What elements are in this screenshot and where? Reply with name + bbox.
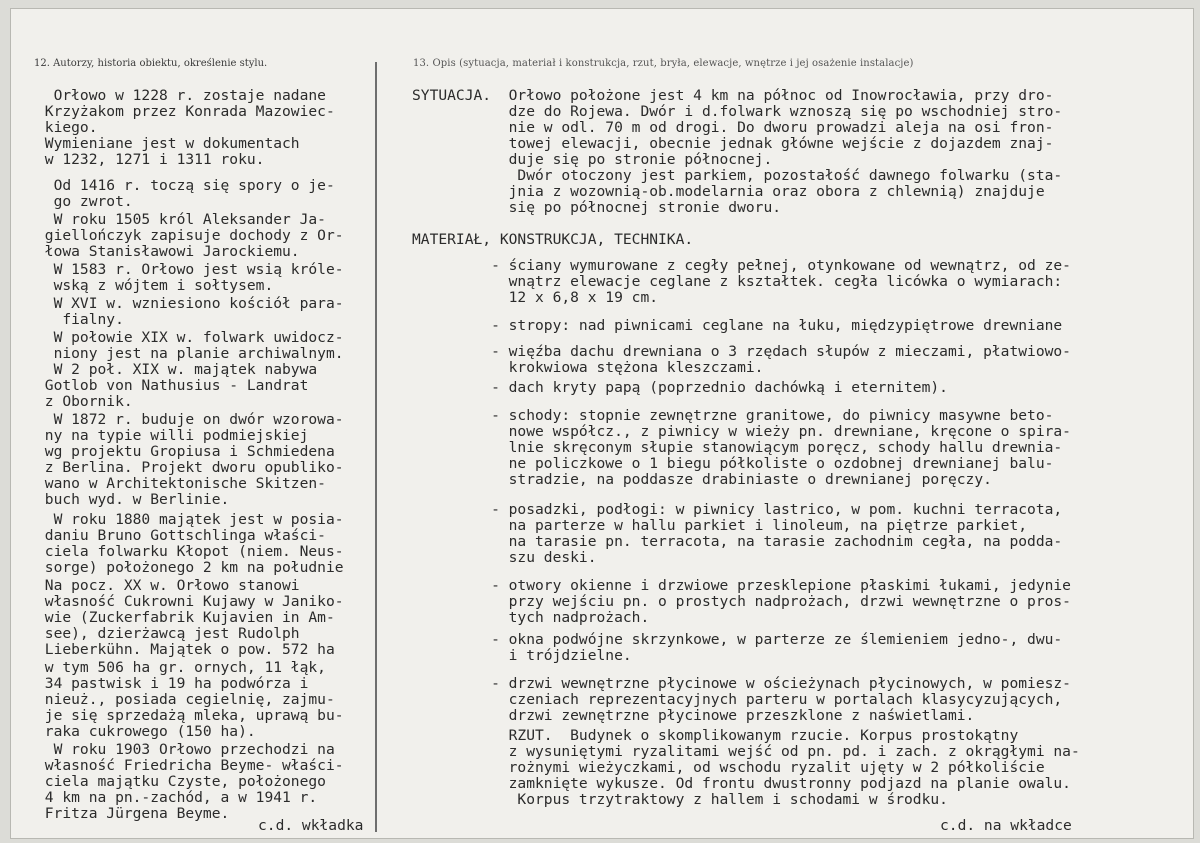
history-line: W roku 1903 Orłowo przechodzi na bbox=[36, 741, 335, 758]
history-line: W połowie XIX w. folwark uwidocz- bbox=[36, 329, 344, 346]
description-line: i trójdzielne. bbox=[412, 647, 632, 664]
history-line: ciela majątku Czyste, położonego bbox=[36, 773, 326, 790]
description-line: lnie skręconym słupie stanowiącym poręcz, schody hallu drewnia- bbox=[412, 439, 1063, 456]
history-line: z Berlina. Projekt dworu opubliko- bbox=[36, 459, 344, 476]
description-line: rożnymi wieżyczkami, od wschodu ryzalit ujęty w 2 półkoliście bbox=[412, 759, 1045, 776]
history-line: w tym 506 ha gr. ornych, 11 łąk, bbox=[36, 659, 326, 676]
description-line: z wysuniętymi ryzalitami wejść od pn. pd. i zach. z okrągłymi na- bbox=[412, 743, 1080, 760]
history-line: go zwrot. bbox=[36, 193, 133, 210]
history-line: w 1232, 1271 i 1311 roku. bbox=[36, 151, 265, 168]
description-line: - dach kryty papą (poprzednio dachówką i eternitem). bbox=[412, 379, 948, 396]
history-line: nieuż., posiada cegielnię, zajmu- bbox=[36, 691, 335, 708]
history-line: ny na typie willi podmiejskiej bbox=[36, 427, 309, 444]
history-line: W 2 poł. XIX w. majątek nabywa bbox=[36, 361, 318, 378]
description-line: nowe współcz., z piwnicy w wieży pn. drewniane, kręcone o spira- bbox=[412, 423, 1071, 440]
history-line: Fritza Jürgena Beyme. bbox=[36, 805, 230, 822]
description-line: wnątrz elewacje ceglane z kształtek. cegła licówka o wymiarach: bbox=[412, 273, 1063, 290]
description-line: RZUT. Budynek o skomplikowanym rzucie. Korpus prostokątny bbox=[412, 727, 1019, 744]
description-line: - ściany wymurowane z cegły pełnej, otynkowane od wewnątrz, od ze- bbox=[412, 257, 1071, 274]
description-line: - schody: stopnie zewnętrzne granitowe, do piwnicy masywne beto- bbox=[412, 407, 1054, 424]
description-line: przy wejściu pn. o prostych nadprożach, drzwi wewnętrzne o pros- bbox=[412, 593, 1071, 610]
description-line: szu deski. bbox=[412, 549, 597, 566]
description-line: nie w odl. 70 m od drogi. Do dworu prowadzi aleja na osi fron- bbox=[412, 119, 1054, 136]
description-line: ne policzkowe o 1 biegu półkoliste o ozdobnej drewnianej balu- bbox=[412, 455, 1054, 472]
history-line: ciela folwarku Kłopot (niem. Neus- bbox=[36, 543, 344, 560]
history-line: fialny. bbox=[36, 311, 124, 328]
history-line: sorge) położonego 2 km na południe bbox=[36, 559, 344, 576]
history-line: Wymieniane jest w dokumentach bbox=[36, 135, 300, 152]
description-line: jnia z wozownią-ob.modelarnia oraz obora z chlewnią) znajduje bbox=[412, 183, 1045, 200]
section-13-header: 13. Opis (sytuacja, materiał i konstrukcja, rzut, bryła, elewacje, wnętrze i jej osażenie instalacje) bbox=[413, 58, 914, 69]
history-line: własność Friedricha Beyme- właści- bbox=[36, 757, 344, 774]
description-line: drzwi zewnętrzne płycinowe przeszklone z naświetlami. bbox=[412, 707, 975, 724]
history-line: daniu Bruno Gottschlinga właści- bbox=[36, 527, 326, 544]
history-line: W roku 1505 król Aleksander Ja- bbox=[36, 211, 326, 228]
left-continuation-note: c.d. wkładka bbox=[258, 817, 364, 834]
description-line: - więźba dachu drewniana o 3 rzędach słupów z mieczami, płatwiowo- bbox=[412, 343, 1071, 360]
history-line: wską z wójtem i sołtysem. bbox=[36, 277, 274, 294]
description-line: - stropy: nad piwnicami ceglane na łuku, międzypiętrowe drewniane bbox=[412, 317, 1063, 334]
description-line: - otwory okienne i drzwiowe przesklepione płaskimi łukami, jedynie bbox=[412, 577, 1071, 594]
history-line: je się sprzedażą mleka, uprawą bu- bbox=[36, 707, 344, 724]
history-line: kiego. bbox=[36, 119, 98, 136]
history-line: Krzyżakom przez Konrada Mazowiec- bbox=[36, 103, 335, 120]
history-line: W 1872 r. buduje on dwór wzorowa- bbox=[36, 411, 344, 428]
history-line: wg projektu Gropiusa i Schmiedena bbox=[36, 443, 335, 460]
history-line: W roku 1880 majątek jest w posia- bbox=[36, 511, 344, 528]
description-line: - drzwi wewnętrzne płycinowe w ościeżynach płycinowych, w pomiesz- bbox=[412, 675, 1071, 692]
description-line: Dwór otoczony jest parkiem, pozostałość dawnego folwarku (sta- bbox=[412, 167, 1063, 184]
history-line: 4 km na pn.-zachód, a w 1941 r. bbox=[36, 789, 318, 806]
description-line: 12 x 6,8 x 19 cm. bbox=[412, 289, 659, 306]
description-line: duje się po stronie północnej. bbox=[412, 151, 773, 168]
description-line: czeniach reprezentacyjnych parteru w portalach klasycyzujących, bbox=[412, 691, 1063, 708]
history-line: Od 1416 r. toczą się spory o je- bbox=[36, 177, 335, 194]
history-line: giellończyk zapisuje dochody z Or- bbox=[36, 227, 344, 244]
history-line: z Obornik. bbox=[36, 393, 133, 410]
history-line: Lieberkühn. Majątek o pow. 572 ha bbox=[36, 641, 335, 658]
history-line: W 1583 r. Orłowo jest wsią króle- bbox=[36, 261, 344, 278]
description-line: na tarasie pn. terracota, na tarasie zachodnim cegła, na podda- bbox=[412, 533, 1063, 550]
description-line: tych nadprożach. bbox=[412, 609, 650, 626]
description-line: na parterze w hallu parkiet i linoleum, na piętrze parkiet, bbox=[412, 517, 1028, 534]
history-line: wie (Zuckerfabrik Kujavien in Am- bbox=[36, 609, 335, 626]
description-line: zamknięte wykusze. Od frontu dwustronny podjazd na planie owalu. bbox=[412, 775, 1071, 792]
history-line: buch wyd. w Berlinie. bbox=[36, 491, 230, 508]
section-12-header: 12. Autorzy, historia obiektu, określenie stylu. bbox=[34, 58, 268, 69]
history-line: W XVI w. wzniesiono kościół para- bbox=[36, 295, 344, 312]
history-line: niony jest na planie archiwalnym. bbox=[36, 345, 344, 362]
description-line: stradzie, na poddasze drabiniaste o drewnianej poręczy. bbox=[412, 471, 992, 488]
description-line: dze do Rojewa. Dwór i d.folwark wznoszą się po wschodniej stro- bbox=[412, 103, 1063, 120]
column-divider bbox=[375, 62, 377, 832]
description-line: SYTUACJA. Orłowo położone jest 4 km na północ od Inowrocławia, przy dro- bbox=[412, 87, 1054, 104]
history-line: Orłowo w 1228 r. zostaje nadane bbox=[36, 87, 326, 104]
description-line: się po północnej stronie dworu. bbox=[412, 199, 782, 216]
history-line: raka cukrowego (150 ha). bbox=[36, 723, 256, 740]
description-line: Korpus trzytraktowy z hallem i schodami w środku. bbox=[412, 791, 948, 808]
description-line: krokwiowa stężona kleszczami. bbox=[412, 359, 764, 376]
history-line: łowa Stanisławowi Jarockiemu. bbox=[36, 243, 300, 260]
description-line: MATERIAŁ, KONSTRUKCJA, TECHNIKA. bbox=[412, 231, 694, 248]
history-line: Gotlob von Nathusius - Landrat bbox=[36, 377, 309, 394]
history-line: własność Cukrowni Kujawy w Janiko- bbox=[36, 593, 344, 610]
description-line: - posadzki, podłogi: w piwnicy lastrico, w pom. kuchni terracota, bbox=[412, 501, 1063, 518]
description-line: towej elewacji, obecnie jednak główne wejście z dojazdem znaj- bbox=[412, 135, 1054, 152]
history-line: 34 pastwisk i 19 ha podwórza i bbox=[36, 675, 309, 692]
history-line: wano w Architektonische Skitzen- bbox=[36, 475, 326, 492]
description-line: - okna podwójne skrzynkowe, w parterze ze ślemieniem jedno-, dwu- bbox=[412, 631, 1063, 648]
history-line: Na pocz. XX w. Orłowo stanowi bbox=[36, 577, 300, 594]
right-continuation-note: c.d. na wkładce bbox=[940, 817, 1072, 834]
history-line: see), dzierżawcą jest Rudolph bbox=[36, 625, 300, 642]
